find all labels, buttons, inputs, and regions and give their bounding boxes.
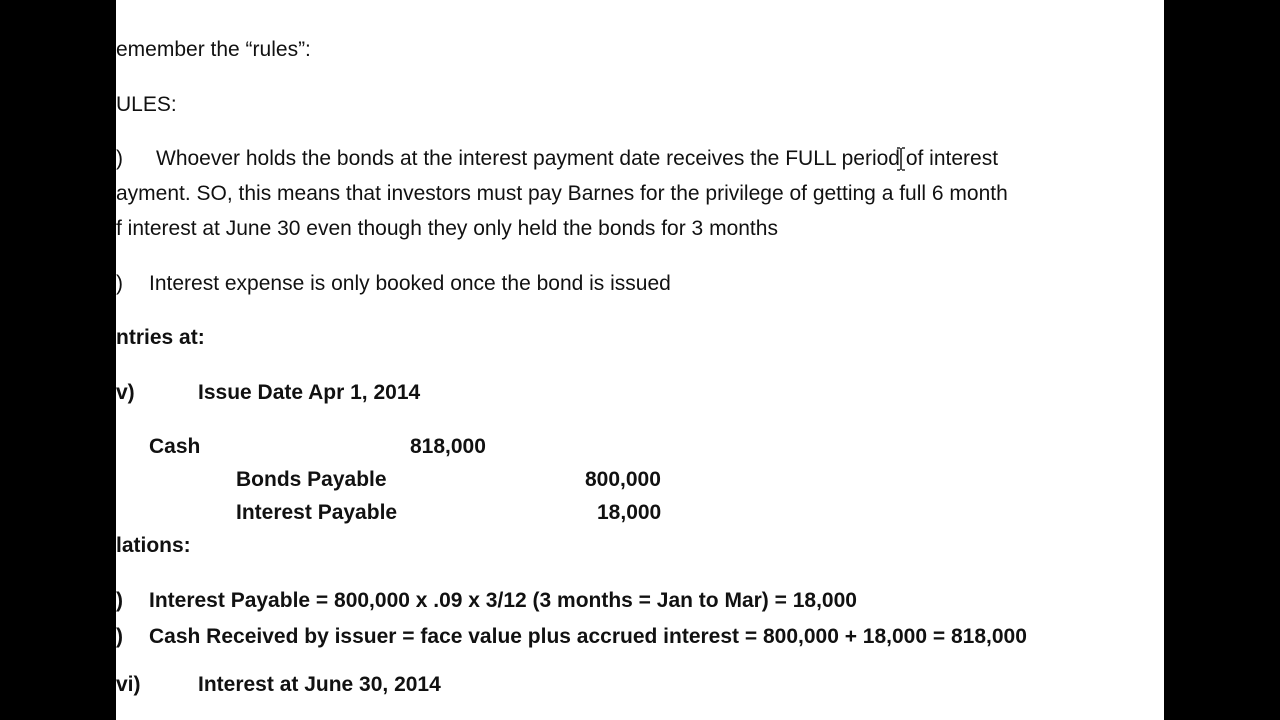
journal-credit1-account: Bonds Payable xyxy=(236,468,387,491)
calculations-heading: lations: xyxy=(116,534,191,557)
calc2-marker: ) xyxy=(116,625,123,648)
entry-v-marker: v) xyxy=(116,381,135,404)
rule1-line2: ayment. SO, this means that investors must pay Barnes for the privilege of getting a full 6 month xyxy=(116,182,1008,205)
rule1-line3: f interest at June 30 even though they only held the bonds for 3 months xyxy=(116,217,778,240)
rules-heading: ULES: xyxy=(116,93,177,116)
rule1-line1: Whoever holds the bonds at the interest payment date receives the FULL period of interest xyxy=(156,147,999,170)
journal-credit2-amount: 18,000 xyxy=(597,501,662,524)
journal-credit1-amount: 800,000 xyxy=(585,468,661,491)
journal-credit2-account: Interest Payable xyxy=(236,501,398,524)
calc1-text: Interest Payable = 800,000 x .09 x 3/12 (3 months = Jan to Mar) = 18,000 xyxy=(149,589,857,612)
journal-debit-amount: 818,000 xyxy=(410,435,486,458)
entry-vi-title: Interest at June 30, 2014 xyxy=(198,673,441,696)
journal-debit-account: Cash xyxy=(149,435,201,458)
rule2-marker: ) xyxy=(116,272,123,295)
calc2-text: Cash Received by issuer = face value plus accrued interest = 800,000 + 18,000 = 818,000 xyxy=(149,625,1027,648)
calc1-marker: ) xyxy=(116,589,123,612)
remember-rules-line: emember the “rules”: xyxy=(116,38,311,61)
entry-vi-marker: vi) xyxy=(116,673,141,696)
rule2-text: Interest expense is only booked once the bond is issued xyxy=(149,272,671,295)
rule1-marker: ) xyxy=(116,147,123,170)
entries-heading: ntries at: xyxy=(116,326,205,349)
entry-v-title: Issue Date Apr 1, 2014 xyxy=(198,381,421,404)
document-page xyxy=(116,0,1164,720)
text-cursor-icon xyxy=(896,146,906,172)
